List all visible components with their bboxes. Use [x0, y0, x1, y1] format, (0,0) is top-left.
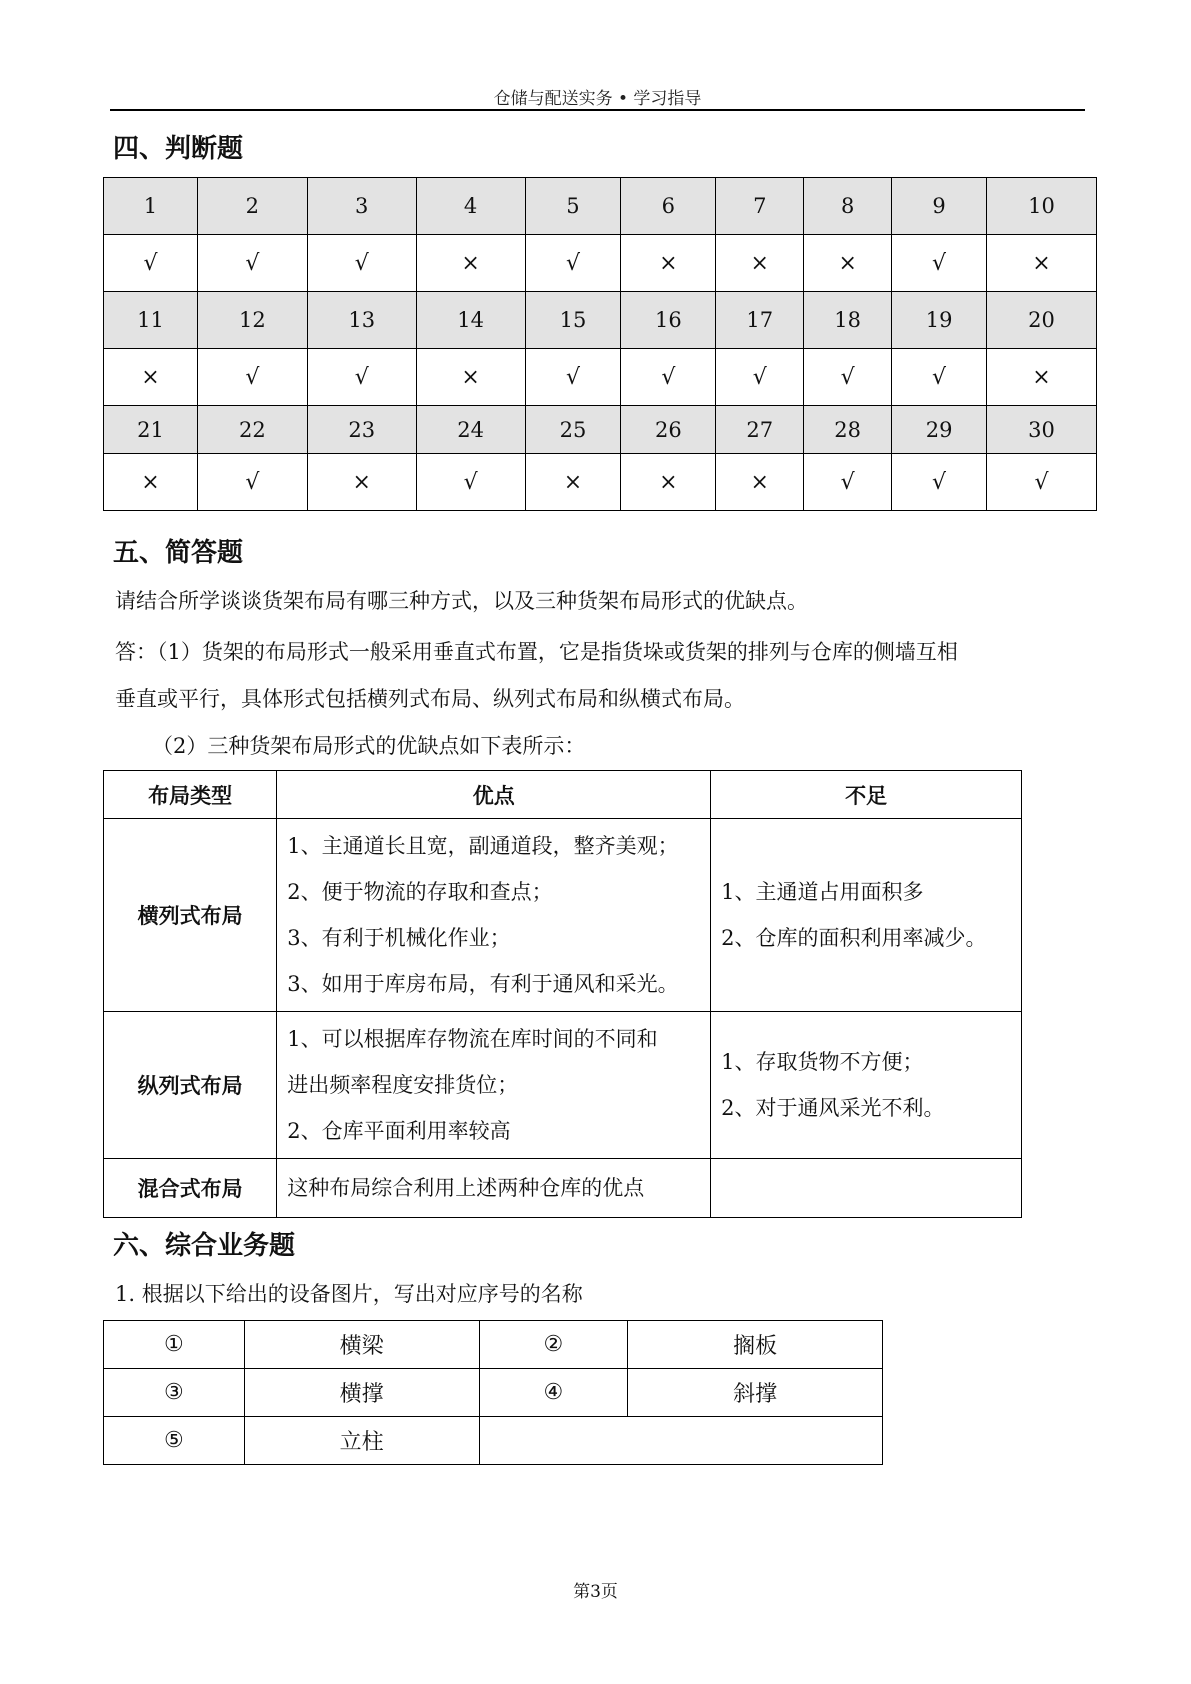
question-number-cell: 4: [416, 178, 525, 235]
answer-mark-cell: √: [197, 235, 307, 292]
judgement-answer-table: [103, 177, 1097, 511]
question-number-cell: 6: [621, 178, 716, 235]
question-number-cell: 24: [416, 406, 525, 454]
answer-mark-cell: √: [987, 454, 1097, 511]
question-number-cell: 18: [804, 292, 892, 349]
table-row: [104, 1417, 883, 1465]
item-name: 立柱: [244, 1417, 479, 1465]
layout-type-cell: 纵列式布局: [104, 1012, 277, 1159]
answer-line-2: 垂直或平行，具体形式包括横列式布局、纵列式布局和纵横式布局。: [115, 687, 745, 711]
answer-mark-cell: ×: [416, 235, 525, 292]
page-number: 第3页: [573, 1582, 618, 1602]
answer-mark-cell: √: [525, 235, 621, 292]
cons-line: 2、对于通风采光不利。: [721, 1096, 945, 1120]
answer-mark-cell: √: [804, 349, 892, 406]
answer-mark-cell: ×: [416, 349, 525, 406]
header-layout-type: 布局类型: [104, 771, 277, 819]
pros-line: 3、如用于库房布局，有利于通风和采光。: [287, 972, 679, 996]
question-number-cell: 30: [987, 406, 1097, 454]
question-number-cell: 14: [416, 292, 525, 349]
pros-line: 3、有利于机械化作业；: [287, 926, 511, 950]
answer-mark-cell: ×: [716, 235, 804, 292]
answer-mark-cell: ×: [716, 454, 804, 511]
question-number-cell: 17: [716, 292, 804, 349]
answer-mark-cell: ×: [104, 349, 198, 406]
answer-mark-cell: √: [716, 349, 804, 406]
question-number-cell: 11: [104, 292, 198, 349]
answer-mark-cell: √: [892, 454, 987, 511]
answer-mark-cell: ×: [307, 454, 416, 511]
item-number: ⑤: [104, 1417, 245, 1465]
question-number-cell: 28: [804, 406, 892, 454]
header-cons: 不足: [711, 771, 1022, 819]
answer-row: [104, 454, 1097, 511]
answer-mark-cell: ×: [621, 454, 716, 511]
page-header: 仓储与配送实务 • 学习指导: [493, 89, 702, 109]
answer-line-1: 答：（1）货架的布局形式一般采用垂直式布置，它是指货垛或货架的排列与仓库的侧墙互相: [115, 640, 958, 664]
header-rule: [110, 109, 1085, 111]
answer-mark-cell: ×: [621, 235, 716, 292]
answer-mark-cell: ×: [525, 454, 621, 511]
pros-cell: [277, 1159, 711, 1218]
answer-line-3: （2）三种货架布局形式的优缺点如下表所示：: [152, 734, 586, 758]
pros-cell: [277, 1012, 711, 1159]
header-pros: 优点: [277, 771, 711, 819]
number-row: [104, 178, 1097, 235]
pros-line: 这种布局综合利用上述两种仓库的优点: [287, 1176, 645, 1200]
answer-mark-cell: √: [104, 235, 198, 292]
answer-row: [104, 235, 1097, 292]
cons-cell: [711, 819, 1022, 1012]
table-row: [104, 819, 1022, 1012]
pros-line: 进出频率程度安排货位；: [287, 1073, 519, 1097]
answer-mark-cell: √: [197, 454, 307, 511]
answer-mark-cell: ×: [987, 235, 1097, 292]
layout-type-cell: 混合式布局: [104, 1159, 277, 1218]
cons-line: 2、仓库的面积利用率减少。: [721, 926, 987, 950]
question-number-cell: 15: [525, 292, 621, 349]
section-title-short-answer: 五、简答题: [113, 538, 244, 568]
answer-mark-cell: √: [307, 235, 416, 292]
question-number-cell: 26: [621, 406, 716, 454]
item-number: ②: [479, 1321, 628, 1369]
answer-mark-cell: ×: [987, 349, 1097, 406]
item-number: ③: [104, 1369, 245, 1417]
layout-type-cell: 横列式布局: [104, 819, 277, 1012]
answer-mark-cell: √: [197, 349, 307, 406]
cons-line: 1、主通道占用面积多: [721, 880, 924, 904]
table-row: [104, 1159, 1022, 1218]
answer-mark-cell: ×: [804, 235, 892, 292]
item-name: 斜撑: [628, 1369, 883, 1417]
question-number-cell: 29: [892, 406, 987, 454]
item-name: 横梁: [244, 1321, 479, 1369]
answer-row: [104, 349, 1097, 406]
answer-mark-cell: √: [892, 235, 987, 292]
cons-cell: [711, 1159, 1022, 1218]
answer-mark-cell: √: [525, 349, 621, 406]
cons-line: 1、存取货物不方便；: [721, 1050, 924, 1074]
layout-comparison-table: [103, 770, 1022, 1218]
question-number-cell: 9: [892, 178, 987, 235]
question-number-cell: 16: [621, 292, 716, 349]
item-number: ④: [479, 1369, 628, 1417]
answer-mark-cell: √: [892, 349, 987, 406]
section-title-judgement: 四、判断题: [113, 134, 244, 164]
question-number-cell: 20: [987, 292, 1097, 349]
table-row: [104, 1369, 883, 1417]
question-number-cell: 10: [987, 178, 1097, 235]
answer-mark-cell: ×: [104, 454, 198, 511]
number-row: [104, 406, 1097, 454]
pros-line: 1、主通道长且宽，副通道段，整齐美观；: [287, 834, 679, 858]
table-header-row: [104, 771, 1022, 819]
question-number-cell: 23: [307, 406, 416, 454]
equipment-question: 1. 根据以下给出的设备图片，写出对应序号的名称: [115, 1282, 583, 1306]
question-number-cell: 5: [525, 178, 621, 235]
pros-line: 2、仓库平面利用率较高: [287, 1119, 511, 1143]
question-number-cell: 7: [716, 178, 804, 235]
pros-line: 1、可以根据库存物流在库时间的不同和: [287, 1027, 658, 1051]
section-title-comprehensive: 六、综合业务题: [113, 1231, 296, 1261]
answer-mark-cell: √: [621, 349, 716, 406]
question-number-cell: 25: [525, 406, 621, 454]
question-number-cell: 12: [197, 292, 307, 349]
question-number-cell: 13: [307, 292, 416, 349]
table-row: [104, 1012, 1022, 1159]
answer-mark-cell: √: [416, 454, 525, 511]
item-name: 横撑: [244, 1369, 479, 1417]
question-number-cell: 19: [892, 292, 987, 349]
item-number: ①: [104, 1321, 245, 1369]
question-number-cell: 8: [804, 178, 892, 235]
item-name: 搁板: [628, 1321, 883, 1369]
number-row: [104, 292, 1097, 349]
question-number-cell: 21: [104, 406, 198, 454]
table-row: [104, 1321, 883, 1369]
short-answer-question: 请结合所学谈谈货架布局有哪三种方式，以及三种货架布局形式的优缺点。: [115, 589, 808, 613]
question-number-cell: 2: [197, 178, 307, 235]
cons-cell: [711, 1012, 1022, 1159]
question-number-cell: 3: [307, 178, 416, 235]
pros-cell: [277, 819, 711, 1012]
equipment-name-table: [103, 1320, 883, 1465]
answer-mark-cell: √: [307, 349, 416, 406]
answer-mark-cell: √: [804, 454, 892, 511]
pros-line: 2、便于物流的存取和查点；: [287, 880, 553, 904]
empty-cell: [479, 1417, 883, 1465]
question-number-cell: 1: [104, 178, 198, 235]
question-number-cell: 22: [197, 406, 307, 454]
question-number-cell: 27: [716, 406, 804, 454]
